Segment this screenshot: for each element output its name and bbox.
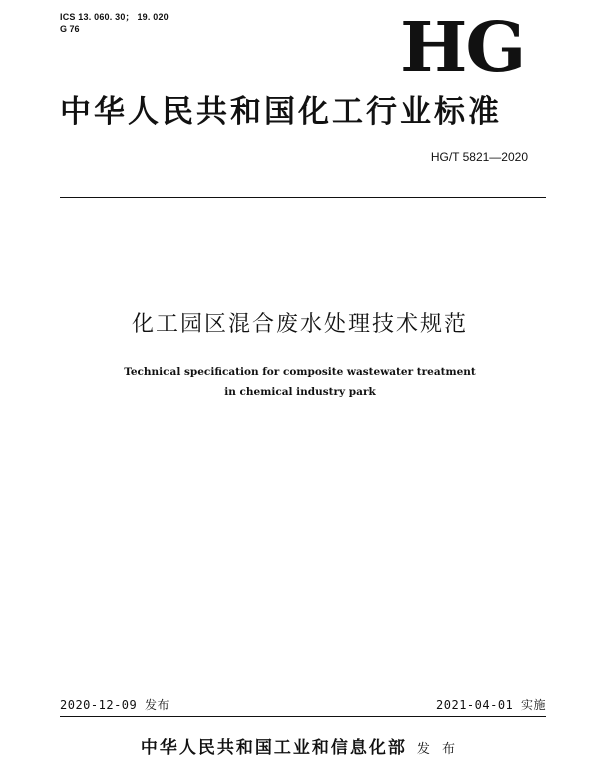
standard-number: HG/T 5821—2020 — [430, 150, 528, 164]
hg-logo: HG — [400, 8, 525, 88]
header-divider — [60, 197, 546, 198]
issuer-name: 中华人民共和国工业和信息化部 — [140, 738, 407, 758]
implementation-date: 2021-04-01 实施 — [436, 698, 546, 712]
issuing-authority — [0, 737, 600, 761]
issue-date: 2020-12-09 发布 — [60, 698, 170, 712]
ics-code: ICS 13. 060. 30； 19. 020 — [60, 12, 169, 22]
document-title-chinese: 化工园区混合废水处理技术规范 — [131, 312, 468, 337]
standard-class-title: 中华人民共和国化工行业标准 — [60, 94, 502, 130]
document-title-english-line2: in chemical industry park — [224, 386, 376, 398]
ccs-code: G 76 — [60, 24, 80, 34]
footer-divider — [60, 716, 546, 717]
issue-action: 发 布 — [416, 742, 460, 757]
document-title-english-line1: Technical specification for composite wastewater treatment — [124, 366, 476, 378]
